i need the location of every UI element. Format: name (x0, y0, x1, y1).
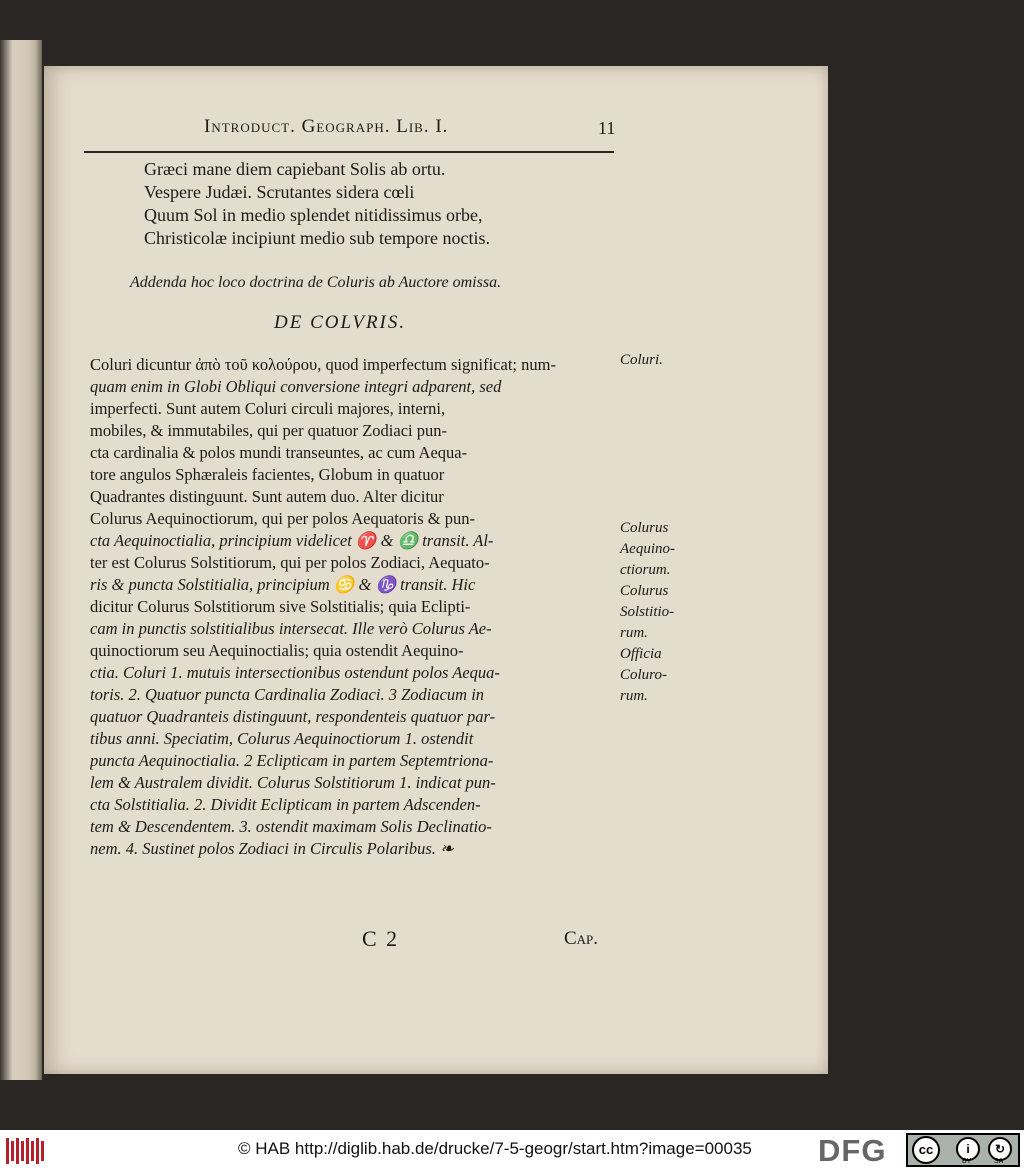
verse-line: Quum Sol in medio splendet nitidissimus orbe, (144, 205, 483, 225)
body-line: ter est Colurus Solstitiorum, qui per polos Zodiaci, Aequato- (90, 553, 490, 572)
body-line: quinoctiorum seu Aequinoctialis; quia ostendit Aequino- (90, 641, 464, 660)
share-alike-icon: ↻ (988, 1137, 1012, 1161)
margin-note: rum. (620, 688, 648, 704)
margin-note: Colurus (620, 583, 669, 599)
license-sa-label: SA (994, 1158, 1004, 1165)
margin-notes (620, 350, 710, 707)
body-line: cta Solstitialia. 2. Dividit Eclipticam in partem Adscenden- (90, 795, 481, 814)
margin-note: Solstitio- (620, 604, 675, 620)
body-text (90, 354, 622, 860)
body-line: Quadrantes distinguunt. Sunt autem duo. Alter dicitur (90, 487, 444, 506)
body-line: toris. 2. Quatuor puncta Cardinalia Zodiaci. 3 Zodiacum in (90, 685, 485, 704)
body-line: quatuor Quadranteis distinguunt, respondenteis quatuor par- (90, 707, 496, 726)
body-line: puncta Aequinoctialia. 2 Eclipticam in partem Septemtriona- (90, 751, 494, 770)
addenda-note: Addenda hoc loco doctrina de Coluris ab Auctore omissa. (130, 274, 502, 291)
verse-block (144, 158, 604, 250)
verse-line: Vespere Judæi. Scrutantes sidera cœli (144, 182, 415, 202)
license-by-label: BY (962, 1158, 972, 1165)
body-line: lem & Australem dividit. Colurus Solstitiorum 1. indicat pun- (90, 773, 496, 792)
attribution-icon: i (956, 1137, 980, 1161)
header-rule (84, 151, 614, 153)
body-line: quam enim in Globi Obliqui conversione integri adparent, sed (90, 377, 502, 396)
copyright-link[interactable]: © HAB http://diglib.hab.de/drucke/7-5-geogr/start.htm?image=00035 (238, 1139, 752, 1158)
body-line: cam in punctis solstitialibus intersecat. Ille verò Colurus Ae- (90, 619, 492, 638)
body-line: Colurus Aequinoctiorum, qui per polos Aequatoris & pun- (90, 509, 475, 528)
body-line: mobiles, & immutabiles, qui per quatuor Zodiaci pun- (90, 421, 447, 440)
margin-note: Officia (620, 646, 662, 662)
cc-license-badge[interactable] (906, 1133, 1020, 1167)
body-line: dicitur Colurus Solstitiorum sive Solstitialis; quia Eclipti- (90, 597, 471, 616)
body-line: cta cardinalia & polos mundi transeuntes, ac cum Aequa- (90, 443, 468, 462)
viewer-footer (0, 1130, 1024, 1170)
running-head: Introduct. Geograph. Lib. I. (204, 116, 449, 137)
margin-note: rum. (620, 625, 648, 641)
body-line: Coluri dicuntur ἀπὸ τοῦ κολούρου, quod imperfectum significat; num- (90, 355, 556, 374)
cc-icon: cc (912, 1136, 940, 1164)
adjacent-page-edge (0, 40, 42, 1080)
body-line: ris & puncta Solstitialia, principium ♋ & ♑ transit. Hic (90, 575, 476, 594)
signature-mark: C 2 (362, 926, 400, 951)
hab-logo-icon (6, 1138, 46, 1164)
verse-line: Græci mane diem capiebant Solis ab ortu. (144, 159, 446, 179)
margin-note: Coluro- (620, 667, 667, 683)
section-heading: DE COLVRIS. (274, 312, 407, 333)
body-line: cta Aequinoctialia, principium videlicet ♈ & ♎ transit. Al- (90, 531, 494, 550)
body-line: tem & Descendentem. 3. ostendit maximam Solis Declinatio- (90, 817, 492, 836)
body-line: imperfecti. Sunt autem Coluri circuli majores, interni, (90, 399, 446, 418)
body-line: tibus anni. Speciatim, Colurus Aequinoctiorum 1. ostendit (90, 729, 474, 748)
margin-note: Colurus (620, 520, 669, 536)
dfg-logo: DFG (818, 1133, 887, 1168)
margin-note: ctiorum. (620, 562, 671, 578)
verse-line: Christicolæ incipiunt medio sub tempore noctis. (144, 228, 490, 248)
body-line: tore angulos Sphæraleis facientes, Globum in quatuor (90, 465, 445, 484)
page-number: 11 (598, 118, 616, 138)
margin-note: Aequino- (620, 541, 675, 557)
body-line: nem. 4. Sustinet polos Zodiaci in Circulis Polaribus. ❧ (90, 839, 454, 858)
body-line: ctia. Coluri 1. mutuis intersectionibus ostendunt polos Aequa- (90, 663, 500, 682)
margin-note: Coluri. (620, 352, 663, 368)
catchword: Cap. (564, 928, 599, 949)
book-page (44, 66, 828, 1074)
